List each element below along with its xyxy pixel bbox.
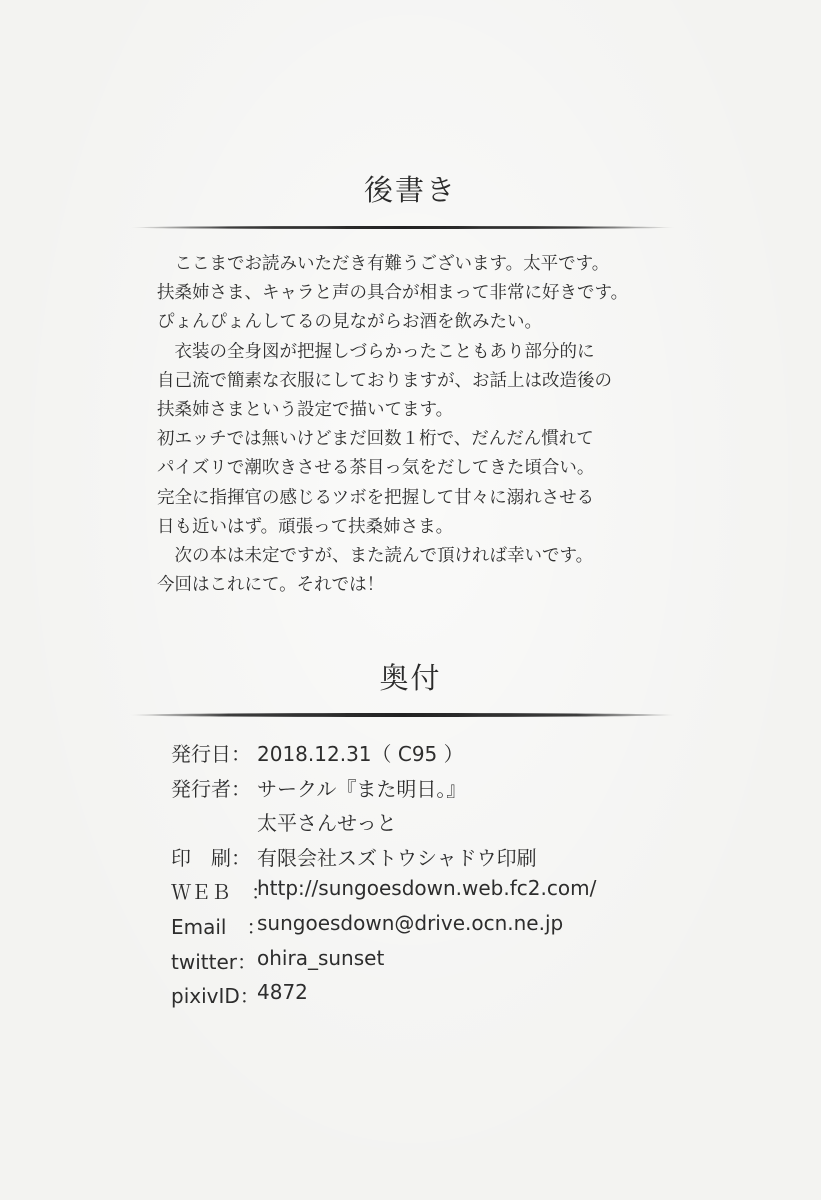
web-url: http://sungoesdown.web.fc2.com/ — [257, 876, 597, 901]
afterword-line: 衣装の全身図が把握しづらかったこともあり部分的に — [157, 341, 595, 362]
colophon-row-publisher-name — [171, 807, 691, 842]
pixiv-id-label: pixivID： — [171, 984, 260, 1009]
afterword-divider — [130, 226, 675, 229]
publish-date-label: 発行日： — [171, 742, 251, 766]
pixiv-id-value: 4872 — [257, 980, 308, 1005]
afterword-line: ここまでお読みいただき有難うございます。太平です。 — [157, 254, 610, 274]
afterword-line: 初エッチでは無いけどまだ回数１桁で、だんだん慣れて — [157, 429, 594, 450]
colophon-heading: 奥付 — [379, 661, 442, 695]
afterword-heading: 後書き — [363, 173, 457, 207]
twitter-handle: ohira_sunset — [257, 945, 385, 970]
email-value: sungoesdown@drive.ocn.ne.jp — [257, 910, 564, 935]
printer-label: 印 刷： — [171, 845, 251, 870]
twitter-label: twitter： — [171, 949, 257, 974]
colophon-divider — [130, 713, 675, 717]
afterword-line: ぴょんぴょんしてるの見ながらお酒を飲みたい。 — [157, 312, 542, 333]
email-label: Email ： — [171, 914, 267, 939]
afterword-line: 次の本は未定ですが、また読んで頂ければ幸いです。 — [157, 546, 594, 567]
colophon-row-publish-date — [171, 738, 691, 773]
afterword-line: 扶桑姉さまという設定で描いてます。 — [157, 400, 454, 421]
publisher-circle-value: サークル『また明日。』 — [257, 776, 467, 801]
colophon-row-printer — [171, 842, 691, 877]
afterword-line: 自己流で簡素な衣服にしておりますが、お話上は改造後の — [157, 370, 612, 391]
colophon-row-email — [171, 911, 691, 946]
afterword-line: 扶桑姉さま、キャラと声の具合が相まって非常に好きです。 — [157, 283, 629, 304]
afterword-line: 完全に指揮官の感じるツボを把握して甘々に溺れさせる — [157, 487, 595, 508]
web-label: ＷＥＢ ： — [171, 880, 271, 905]
publisher-label: 発行者： — [171, 776, 251, 801]
afterword-line: 日も近いはず。頑張って扶桑姉さま。 — [157, 516, 454, 537]
colophon-row-twitter — [171, 946, 691, 981]
colophon-row-publisher — [171, 773, 691, 808]
colophon-list — [171, 738, 691, 1015]
afterword-line: パイズリで潮吹きさせる茶目っ気をだしてきた頃合い。 — [157, 458, 595, 479]
afterword-line: 今回はこれにて。それでは！ — [157, 575, 385, 596]
publisher-name-value: 太平さんせっと — [257, 811, 397, 836]
colophon-row-web — [171, 876, 691, 911]
afterword-body — [157, 250, 677, 600]
publish-date-value: 2018.12.31（ C95 ） — [257, 742, 464, 766]
colophon-row-pixiv — [171, 980, 691, 1015]
printer-value: 有限会社スズトウシャドウ印刷 — [257, 845, 537, 870]
